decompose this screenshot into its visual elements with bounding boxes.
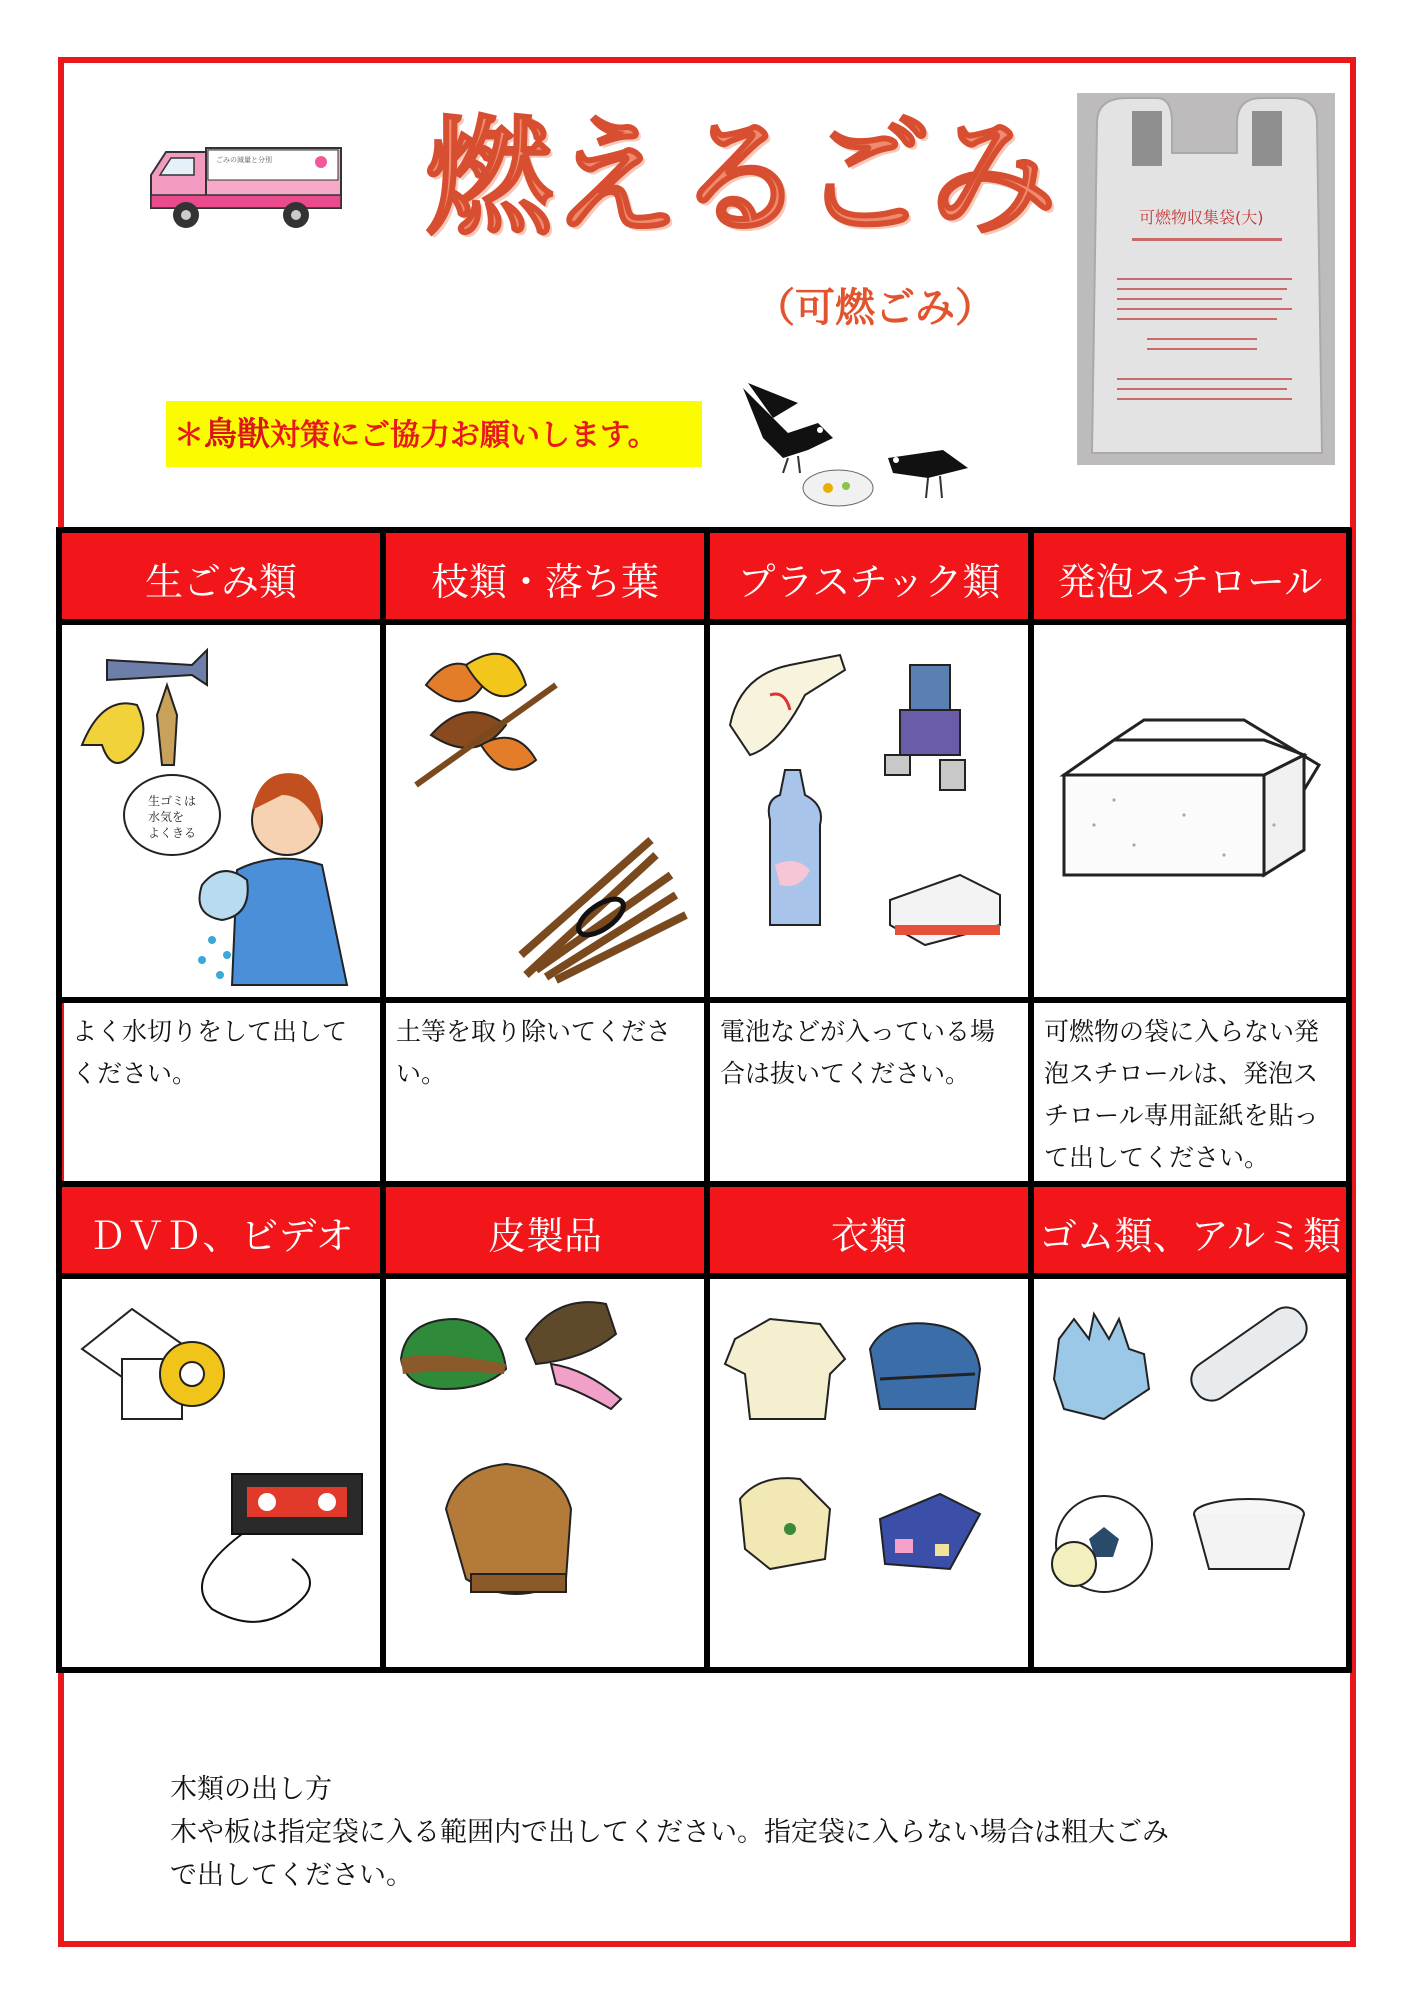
category-grid [56, 527, 1352, 1673]
branches-leaves-illustration [380, 625, 704, 1003]
header-leather [380, 1181, 704, 1279]
designated-bag-photo [1077, 93, 1335, 465]
text-row-1 [56, 1003, 1352, 1181]
header-label: 衣類 [830, 1214, 907, 1258]
header-label: 皮製品 [487, 1214, 602, 1258]
page-subtitle: （可燃ごみ） [755, 285, 995, 331]
notice-text: 対策にご協力お願いします。 [270, 418, 658, 453]
dvd-video-illustration [56, 1279, 380, 1667]
food-waste-note: よく水切りをして出してください。 [56, 1003, 380, 1181]
header-label: ゴム類、アルミ類 [1038, 1214, 1342, 1258]
plastics-illustration [704, 625, 1028, 1003]
header-label: 生ごみ類 [144, 560, 297, 604]
header-clothing [704, 1181, 1028, 1279]
garbage-truck-illustration [146, 140, 346, 235]
bubble-text: 水気を [148, 810, 185, 824]
grid-bottom-border [56, 1667, 1352, 1673]
food-waste-illustration [56, 625, 380, 1003]
notice-emphasis: 鳥獣 [204, 414, 270, 453]
header-dvd-video [56, 1181, 380, 1279]
header-label: 発泡スチロール [1057, 560, 1323, 604]
footer-heading: 木類の出し方 [170, 1774, 332, 1805]
header-label: ＤＶＤ、ビデオ [88, 1214, 354, 1258]
header-rubber-aluminum [1028, 1181, 1352, 1279]
footer-line-2: で出してください。 [170, 1860, 413, 1891]
plastics-note: 電池などが入っている場合は抜いてください。 [704, 1003, 1028, 1181]
clothing-illustration [704, 1279, 1028, 1667]
notice-prefix: ＊ [174, 418, 204, 453]
header-styrofoam [1028, 527, 1352, 625]
styrofoam-illustration [1028, 625, 1352, 1003]
bubble-text: よくきる [148, 826, 197, 840]
header-branches-leaves [380, 527, 704, 625]
image-row-2 [56, 1279, 1352, 1667]
branches-leaves-note: 土等を取り除いてください。 [380, 1003, 704, 1181]
header-label: 枝類・落ち葉 [430, 560, 659, 604]
header-label: プラスチック類 [737, 560, 1001, 604]
styrofoam-note: 可燃物の袋に入らない発泡スチロールは、発泡スチロール専用証紙を貼って出してください。 [1028, 1003, 1352, 1181]
header-plastics [704, 527, 1028, 625]
footer-note [170, 1768, 1169, 1897]
rubber-aluminum-illustration [1028, 1279, 1352, 1667]
bag-label: 可燃物収集袋(大) [1139, 208, 1264, 227]
header-food-waste [56, 527, 380, 625]
crows-illustration [728, 378, 976, 514]
bubble-text: 生ゴミは [148, 794, 197, 808]
footer-line-1: 木や板は指定袋に入る範囲内で出してください。指定袋に入らない場合は粗大ごみ [170, 1817, 1169, 1848]
notice-banner [166, 401, 702, 467]
page-title: 燃えるごみ [425, 104, 1056, 253]
image-row-1 [56, 625, 1352, 1003]
truck-text: ごみの減量と分別 [216, 156, 272, 164]
header-row-1 [56, 527, 1352, 625]
header-row-2 [56, 1181, 1352, 1279]
leather-illustration [380, 1279, 704, 1667]
